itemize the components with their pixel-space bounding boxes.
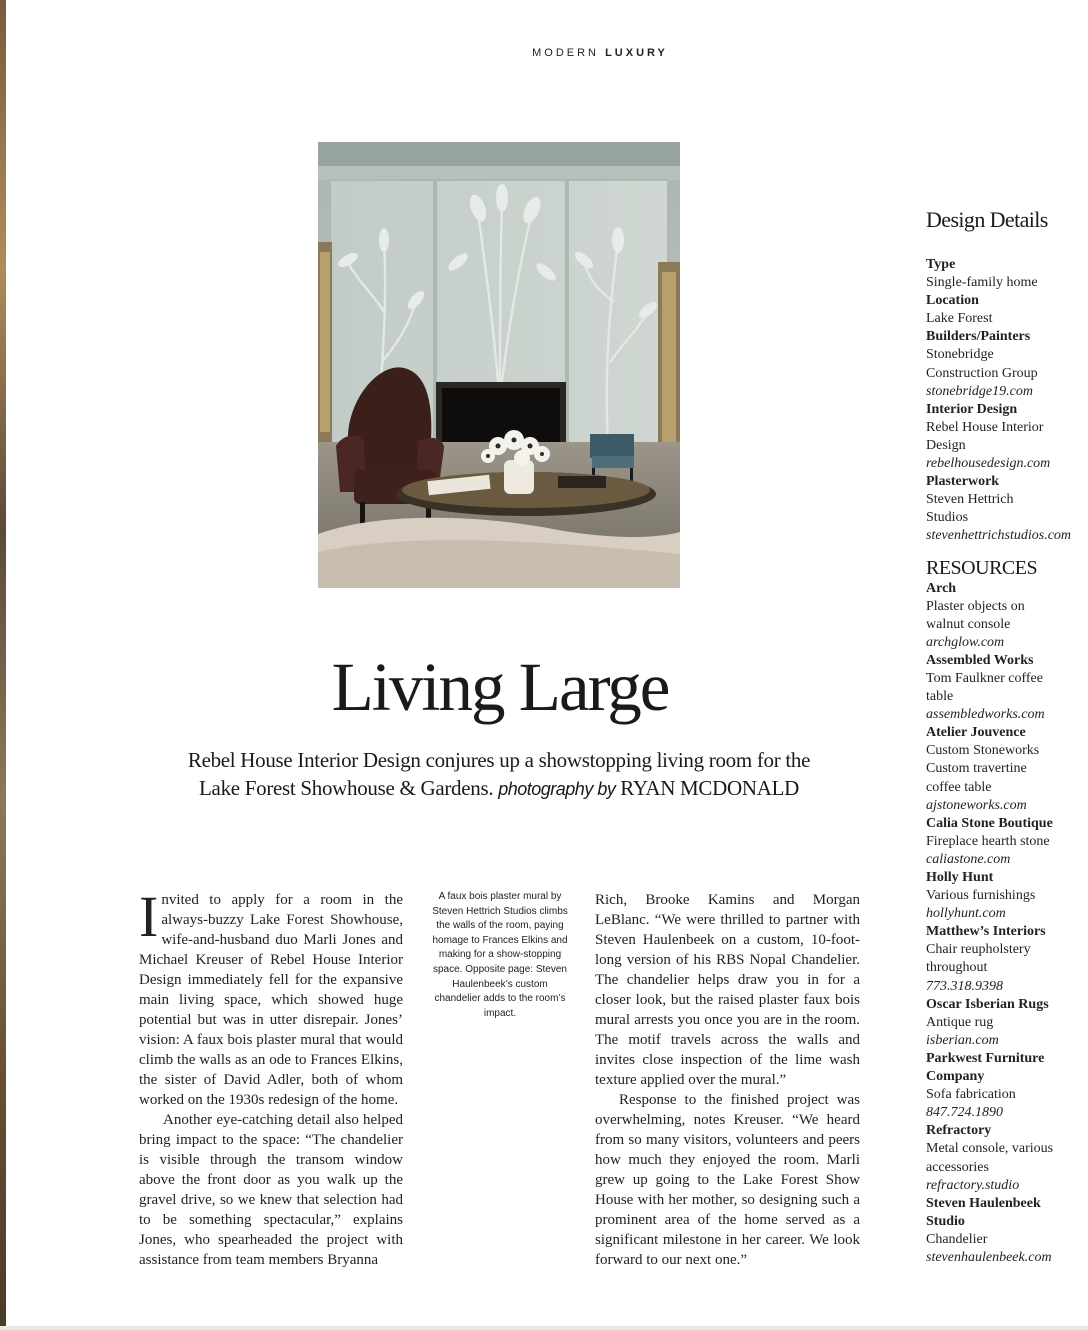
resource-text: throughout — [926, 960, 988, 976]
detail-text: Steven Hettrich — [926, 492, 1014, 508]
resources-list — [926, 580, 1076, 1268]
detail-text: Single-family home — [926, 275, 1038, 291]
photo-caption: A faux bois plaster mural by Steven Hettrich Studios climbs the walls of the room, paying homage to Frances Elkins and making for a show-stopping space. Opposite page: Steven Haulenbeek’s custom chandelier adds to the room’s impact. — [432, 891, 568, 1019]
resource-text: Plaster objects on — [926, 598, 1025, 614]
detail-contact: rebelhousedesign.com — [926, 456, 1051, 472]
resource-text: Custom Stoneworks — [926, 743, 1040, 759]
resource-text: accessories — [926, 1159, 989, 1175]
design-details-sidebar — [926, 206, 1076, 1267]
body-column-1 — [139, 884, 403, 1270]
resource-text: table — [926, 689, 954, 705]
resource-label: Holly Hunt — [926, 870, 994, 885]
detail-label: Builders/Painters — [926, 329, 1031, 345]
body-paragraph: Rich, Brooke Kamins and Morgan LeBlanc. “We were thrilled to partner with Steven Haulenbeek on a custom, 10-foot-long version of his RBS Nopal Chandelier. The chandelier helps draw you in for a closer look, but the raised plaster faux bois mural arrests you once you are in the room. The motif travels across the walls and invites close inspection of the lime wash texture applied over the mural.” — [595, 892, 860, 1088]
article-title: Living Large — [331, 649, 669, 725]
design-details-heading: Design Details — [926, 207, 1048, 232]
drop-cap: I — [139, 884, 159, 949]
detail-text: Stonebridge — [926, 347, 994, 363]
resource-label: Atelier Jouvence — [926, 725, 1026, 741]
resource-text: Tom Faulkner coffee — [926, 670, 1043, 686]
resource-text: coffee table — [926, 779, 992, 795]
resource-contact: 773.318.9398 — [926, 978, 1003, 994]
detail-text: Rebel House Interior — [926, 419, 1044, 435]
resource-label: Refractory — [926, 1123, 992, 1139]
resource-text: Chair reupholstery — [926, 942, 1031, 958]
resource-contact: refractory.studio — [926, 1177, 1020, 1193]
detail-label: Plasterwork — [926, 474, 1000, 490]
resource-text: Metal console, various — [926, 1141, 1054, 1157]
detail-text: Lake Forest — [926, 311, 993, 327]
resources-heading: RESOURCES — [926, 556, 1038, 579]
detail-text: Construction Group — [926, 365, 1038, 381]
resource-contact: ajstoneworks.com — [926, 797, 1027, 813]
resource-contact: hollyhunt.com — [926, 906, 1006, 922]
resource-label: Arch — [926, 580, 957, 596]
detail-label: Interior Design — [926, 401, 1018, 417]
body-paragraph — [139, 884, 403, 1110]
resource-contact: isberian.com — [926, 1032, 999, 1048]
article-deck — [0, 746, 998, 803]
detail-label: Location — [926, 293, 979, 309]
body-text: nvited to apply for a room in the always-buzzy Lake Forest Showhouse, wife-and-husband duo Marli Jones and Michael Kreuser of Rebel House Interior Design immediately fell for the expansive main living space, which showed huge potential but was in utter disrepair. Jones’ vision: A faux bois plaster mural that would climb the walls as an ode to Frances Elkins, the sister of David Adler, both of whom worked on the 1930s redesign of the home. — [139, 892, 403, 1108]
masthead-light: MODERN — [532, 47, 599, 59]
masthead-bold: LUXURY — [605, 47, 668, 59]
detail-contact: stevenhettrichstudios.com — [926, 528, 1072, 544]
resource-contact: 847.724.1890 — [926, 1105, 1003, 1121]
masthead — [0, 47, 1088, 59]
resource-label: Calia Stone Boutique — [926, 815, 1053, 831]
resource-contact: stevenhaulenbeek.com — [926, 1249, 1052, 1265]
deck-line-2-text: Lake Forest Showhouse & Gardens. — [199, 776, 494, 800]
design-details-list — [926, 256, 1076, 546]
photo-credit-label: photography by — [498, 779, 616, 799]
deck-line-1: Rebel House Interior Design conjures up a showstopping living room for the — [187, 748, 811, 772]
body-paragraph: Response to the finished project was overwhelming, notes Kreuser. “We heard from so many visitors, volunteers and peers how much they enjoyed the room. Marli grew up going to the Lake Forest Show House with her mother, so designing such a prominent area of the home served as a significant milestone in her career. We look forward to our next one.” — [595, 1092, 860, 1268]
body-column-2 — [595, 890, 860, 1270]
page-bottom-edge — [0, 1326, 1088, 1330]
resource-contact: caliastone.com — [926, 851, 1011, 867]
detail-label: Type — [926, 257, 956, 272]
body-paragraph: Another eye-catching detail also helped bring impact to the space: “The chandelier is visible through the transom window above the front door as you walk up the gravel drive, so we knew that selection had to be something spectacular,” explains Jones, who spearheaded the project with assistance from team members Bryanna — [139, 1112, 403, 1268]
resource-text: walnut console — [926, 616, 1011, 632]
resource-label: Matthew’s Interiors — [926, 924, 1046, 940]
detail-contact: stonebridge19.com — [926, 383, 1033, 399]
resource-text: Sofa fabrication — [926, 1087, 1016, 1103]
resource-label: Parkwest Furniture Company — [926, 1050, 1045, 1085]
deck-line-2 — [0, 774, 998, 803]
photographer-name: RYAN MCDONALD — [620, 776, 799, 800]
resource-text: Fireplace hearth stone — [926, 833, 1050, 849]
resource-contact: assembledworks.com — [926, 707, 1045, 723]
resource-label: Steven Haulenbeek Studio — [926, 1195, 1041, 1229]
detail-text: Design — [926, 437, 966, 453]
detail-text: Studios — [926, 510, 969, 526]
resource-text: Custom travertine — [926, 761, 1027, 777]
resource-contact: archglow.com — [926, 634, 1005, 650]
resource-label: Oscar Isberian Rugs — [926, 996, 1049, 1012]
resource-text: Various furnishings — [926, 888, 1036, 904]
living-room-photo — [318, 142, 680, 588]
resource-label: Assembled Works — [926, 652, 1034, 668]
resource-text: Antique rug — [926, 1014, 994, 1030]
resource-text: Chandelier — [926, 1231, 988, 1247]
